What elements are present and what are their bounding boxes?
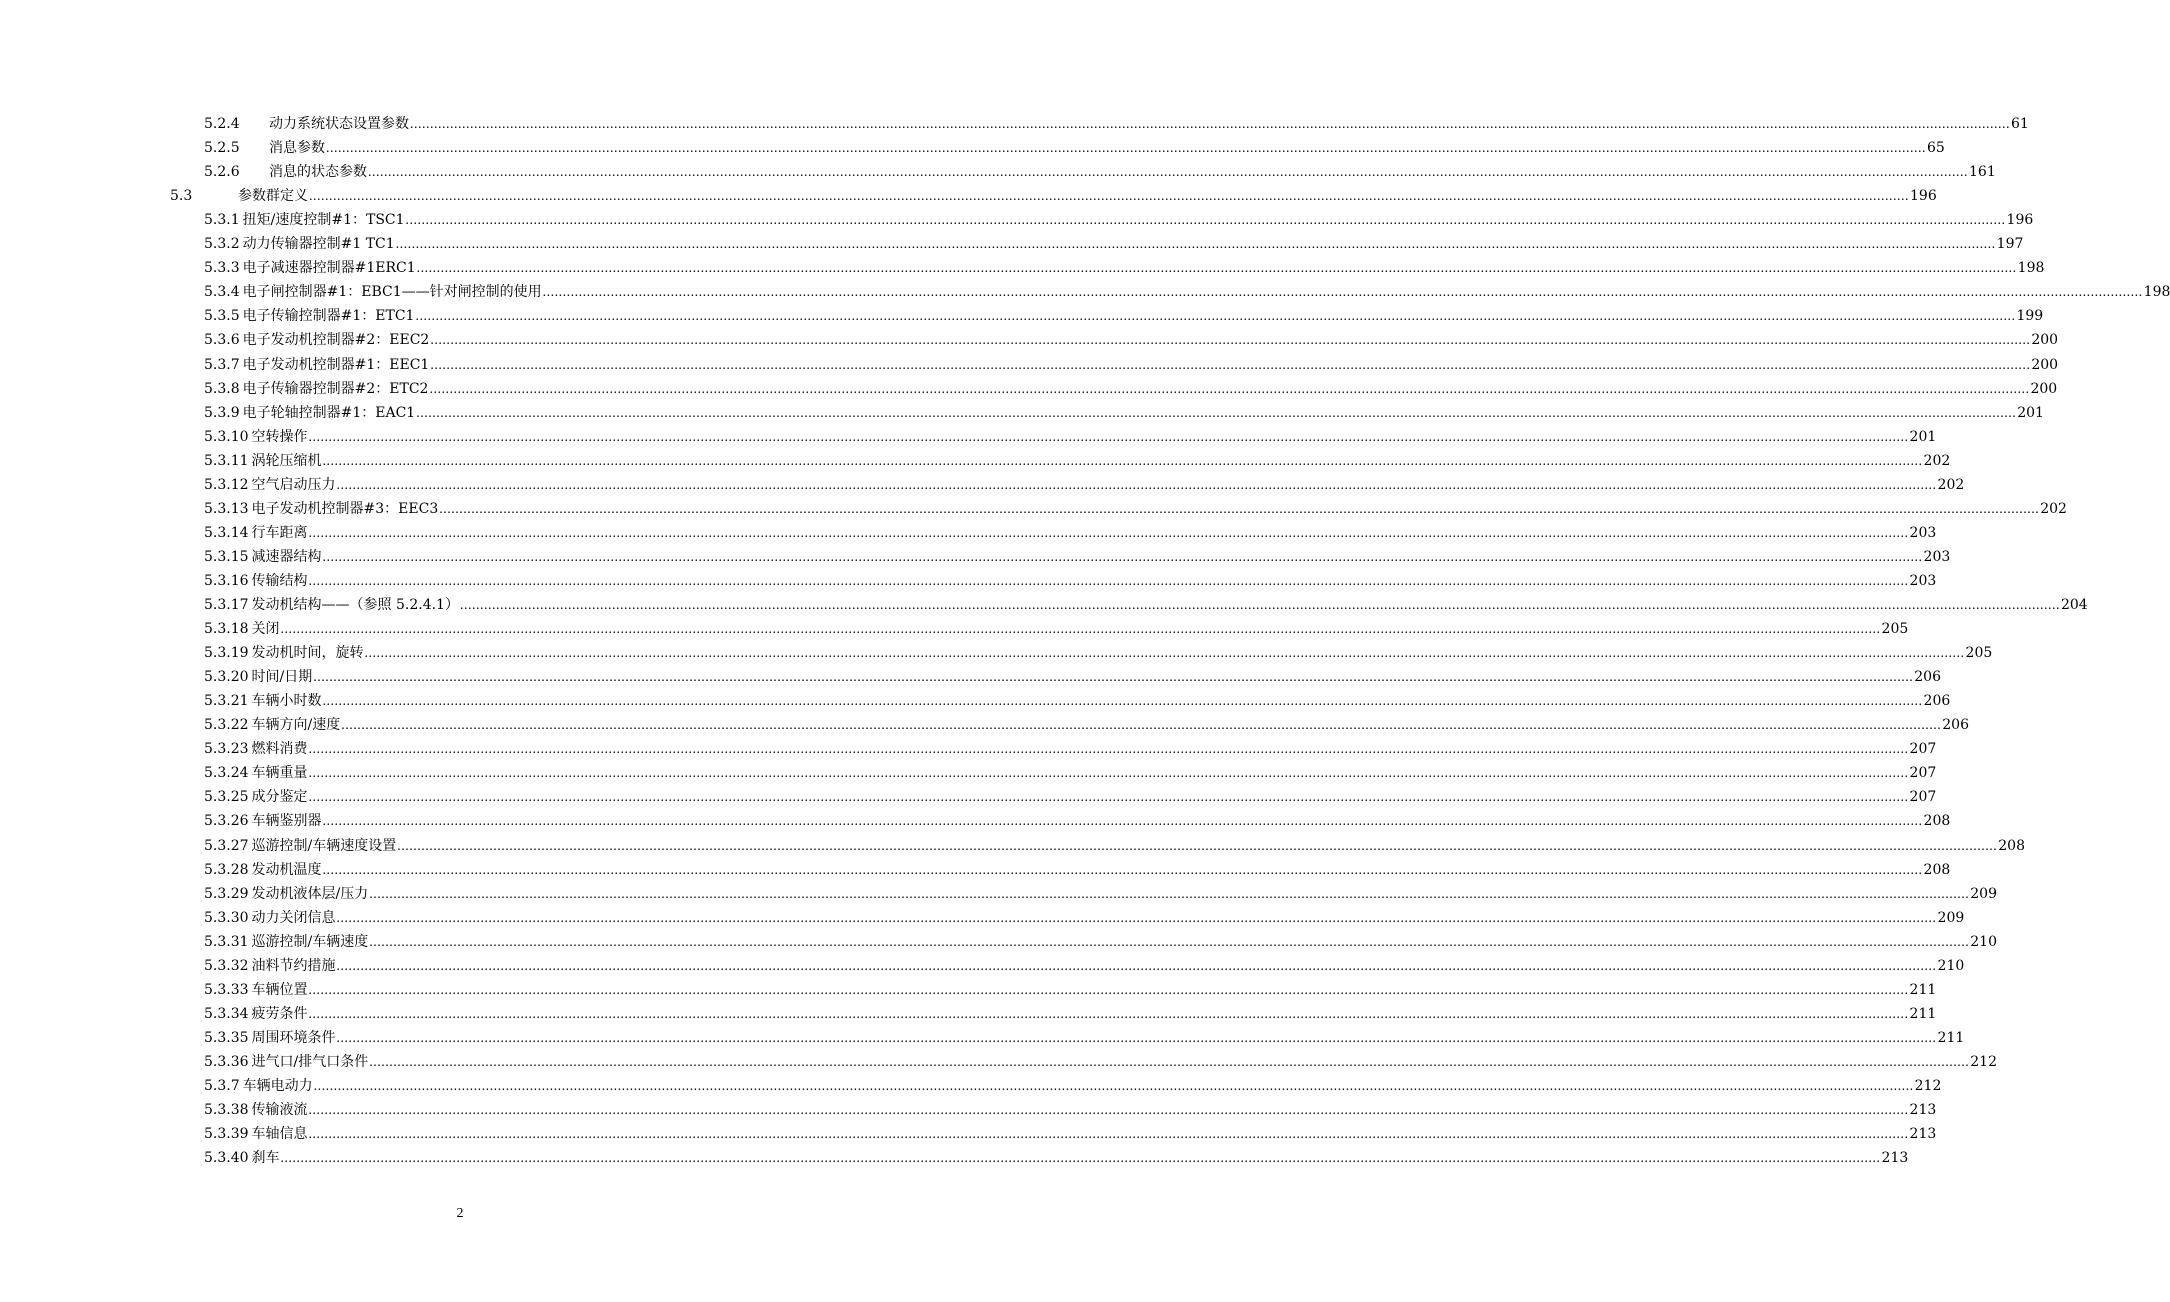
toc-dot-leader: ................................................................................................................................................................................................................................................................................................................................................................................................................ [322, 814, 1923, 830]
page-number: 2 [456, 1206, 464, 1221]
toc-entry[interactable] [204, 785, 1937, 809]
toc-entry-page: 210 [1937, 957, 1965, 974]
toc-entry-number: 5.3.33 [204, 981, 249, 998]
toc-dot-leader: ................................................................................................................................................................................................................................................................................................................................................................................................................ [429, 381, 2030, 397]
toc-entry-title: 车辆重量 [251, 765, 308, 782]
toc-entry-number: 5.3.2 [204, 236, 240, 253]
toc-entry-page: 197 [1996, 236, 2024, 253]
toc-entry-title: 车辆位置 [251, 981, 308, 998]
toc-entry[interactable] [204, 834, 2025, 858]
toc-entry-title: 电子传输器控制器#2：ETC2 [242, 380, 429, 397]
toc-entry-title: 参数群定义 [238, 188, 308, 205]
toc-dot-leader: ................................................................................................................................................................................................................................................................................................................................................................................................................ [326, 141, 1926, 157]
toc-entry-number: 5.3.6 [204, 332, 240, 349]
toc-entry[interactable] [204, 256, 2045, 280]
toc-entry-title: 传输液流 [251, 1102, 308, 1119]
toc-entry-title: 进气口/排气口条件 [251, 1053, 369, 1070]
toc-entry-title: 电子发动机控制器#3：EEC3 [251, 500, 439, 517]
toc-entry-number: 5.3.31 [204, 933, 249, 950]
toc-entry-page: 204 [2060, 597, 2088, 613]
toc-dot-leader: ................................................................................................................................................................................................................................................................................................................................................................................................................ [439, 501, 2040, 517]
toc-entry[interactable] [204, 809, 1951, 833]
toc-entry-page: 207 [1909, 789, 1937, 806]
toc-entry-title: 动力关闭信息 [251, 909, 336, 926]
toc-dot-leader: ................................................................................................................................................................................................................................................................................................................................................................................................................ [336, 910, 1937, 926]
toc-entry-page: 196 [2006, 212, 2034, 229]
toc-entry[interactable] [204, 713, 1969, 737]
toc-entry-number: 5.3.39 [204, 1126, 249, 1143]
toc-entry-page: 211 [1937, 1029, 1965, 1046]
toc-dot-leader: ................................................................................................................................................................................................................................................................................................................................................................................................................ [430, 333, 2031, 349]
toc-entry-title: 传输结构 [251, 572, 308, 589]
toc-entry-title: 发动机液体层/压力 [251, 885, 369, 902]
toc-dot-leader: ................................................................................................................................................................................................................................................................................................................................................................................................................ [280, 622, 1881, 638]
toc-entry-title: 涡轮压缩机 [251, 452, 322, 469]
toc-dot-leader: ................................................................................................................................................................................................................................................................................................................................................................................................................ [364, 646, 1965, 662]
toc-entry-page: 209 [1970, 885, 1997, 902]
toc-entry[interactable] [204, 1050, 1997, 1074]
toc-entry-number: 5.3.23 [204, 741, 249, 758]
toc-dot-leader: ................................................................................................................................................................................................................................................................................................................................................................................................................ [416, 261, 2017, 277]
toc-entry-page: 205 [1965, 645, 1993, 662]
toc-entry-number: 5.3.12 [204, 476, 249, 493]
toc-dot-leader: ................................................................................................................................................................................................................................................................................................................................................................................................................ [369, 886, 1970, 902]
toc-dot-leader: ................................................................................................................................................................................................................................................................................................................................................................................................................ [430, 357, 2031, 373]
toc-entry[interactable] [204, 665, 1941, 689]
toc-entry[interactable] [204, 353, 2059, 377]
toc-entry-title: 发动机温度 [251, 861, 322, 878]
toc-entry[interactable] [204, 954, 1965, 978]
toc-entry[interactable] [170, 184, 1937, 208]
toc-entry[interactable] [204, 1122, 1937, 1146]
toc-entry-page: 198 [2017, 260, 2045, 277]
toc-entry-number: 5.3.30 [204, 909, 249, 926]
toc-entry-number: 5.3.14 [204, 524, 249, 541]
toc-entry-number: 5.3.29 [204, 885, 249, 902]
toc-dot-leader: ................................................................................................................................................................................................................................................................................................................................................................................................................ [322, 549, 1923, 565]
toc-entry[interactable] [204, 641, 1993, 665]
toc-entry-number: 5.3.21 [204, 693, 249, 710]
toc-entry-number: 5.3.32 [204, 957, 249, 974]
toc-entry-title: 车辆鉴别器 [251, 813, 322, 830]
toc-entry-number: 5.3.38 [204, 1102, 249, 1119]
toc-entry-number: 5.3.5 [204, 308, 240, 325]
toc-dot-leader: ................................................................................................................................................................................................................................................................................................................................................................................................................ [395, 237, 1996, 253]
toc-dot-leader: ................................................................................................................................................................................................................................................................................................................................................................................................................ [322, 694, 1923, 710]
toc-entry-title: 扭矩/速度控制#1：TSC1 [242, 212, 405, 229]
toc-entry-page: 206 [1923, 693, 1951, 710]
toc-entry-title: 刹车 [251, 1150, 280, 1167]
toc-dot-leader: ................................................................................................................................................................................................................................................................................................................................................................................................................ [308, 766, 1909, 782]
toc-entry-title: 电子发动机控制器#2：EEC2 [242, 332, 430, 349]
toc-entry-page: 200 [2030, 380, 2058, 397]
toc-entry-page: 210 [1970, 933, 1997, 950]
toc-dot-leader: ................................................................................................................................................................................................................................................................................................................................................................................................................ [280, 1151, 1881, 1167]
toc-dot-leader: ................................................................................................................................................................................................................................................................................................................................................................................................................ [336, 958, 1937, 974]
toc-entry-page: 196 [1910, 188, 1937, 205]
toc-entry-page: 200 [2031, 332, 2059, 349]
toc-entry[interactable] [204, 1002, 1937, 1026]
toc-entry[interactable] [204, 1026, 1965, 1050]
toc-entry-number: 5.3.22 [204, 717, 249, 734]
toc-entry-page: 203 [1923, 548, 1951, 565]
toc-dot-leader: ................................................................................................................................................................................................................................................................................................................................................................................................................ [313, 670, 1914, 686]
toc-entry-page: 198 [2143, 284, 2170, 301]
toc-entry[interactable] [204, 136, 1945, 160]
toc-entry-page: 199 [2016, 308, 2044, 325]
toc-entry-page: 207 [1909, 765, 1937, 782]
toc-entry-title: 车辆电动力 [242, 1078, 313, 1094]
toc-entry[interactable] [204, 473, 1965, 497]
toc-dot-leader: ................................................................................................................................................................................................................................................................................................................................................................................................................ [308, 1127, 1909, 1143]
toc-dot-leader: ................................................................................................................................................................................................................................................................................................................................................................................................................ [322, 453, 1923, 469]
toc-entry[interactable] [204, 112, 2029, 136]
toc-entry[interactable] [204, 569, 1937, 593]
toc-dot-leader: ................................................................................................................................................................................................................................................................................................................................................................................................................ [341, 718, 1942, 734]
toc-entry-page: 61 [2011, 116, 2029, 132]
toc-entry-page: 200 [2031, 356, 2059, 373]
toc-entry-page: 212 [1914, 1078, 1942, 1094]
toc-entry-page: 203 [1909, 572, 1937, 589]
toc-entry-page: 202 [1937, 476, 1965, 493]
toc-entry-page: 203 [1909, 524, 1937, 541]
toc-entry[interactable] [204, 1146, 1909, 1170]
toc-dot-leader: ................................................................................................................................................................................................................................................................................................................................................................................................................ [542, 285, 2143, 301]
toc-entry-page: 201 [1909, 428, 1937, 445]
toc-entry[interactable] [204, 521, 1937, 545]
toc-dot-leader: ................................................................................................................................................................................................................................................................................................................................................................................................................ [308, 790, 1909, 806]
toc-entry[interactable] [204, 593, 2088, 617]
toc-entry-title: 发动机时间，旋转 [251, 645, 364, 662]
toc-dot-leader: ................................................................................................................................................................................................................................................................................................................................................................................................................ [322, 862, 1923, 878]
toc-entry-page: 206 [1914, 669, 1941, 686]
toc-entry-page: 208 [1923, 813, 1951, 830]
toc-entry-number: 5.3.9 [204, 404, 240, 421]
toc-entry[interactable] [204, 689, 1951, 713]
toc-entry[interactable] [204, 401, 2044, 425]
toc-entry-page: 212 [1970, 1053, 1997, 1070]
toc-dot-leader: ................................................................................................................................................................................................................................................................................................................................................................................................................ [308, 982, 1909, 998]
toc-dot-leader: ................................................................................................................................................................................................................................................................................................................................................................................................................ [308, 525, 1909, 541]
toc-dot-leader: ................................................................................................................................................................................................................................................................................................................................................................................................................ [368, 165, 1968, 181]
toc-entry-title: 车轴信息 [251, 1126, 308, 1143]
toc-entry[interactable] [204, 449, 1951, 473]
toc-entry-number: 5.3.16 [204, 572, 249, 589]
toc-entry-number: 5.3.28 [204, 861, 249, 878]
toc-entry[interactable] [204, 232, 2024, 256]
toc-entry[interactable] [204, 1098, 1937, 1122]
toc-entry[interactable] [204, 160, 1996, 184]
toc-entry[interactable] [204, 761, 1937, 785]
toc-entry-number: 5.2.5 [204, 140, 240, 157]
toc-entry-page: 201 [2017, 404, 2044, 421]
toc-dot-leader: ................................................................................................................................................................................................................................................................................................................................................................................................................ [308, 573, 1909, 589]
toc-entry-title: 消息的状态参数 [269, 164, 367, 181]
toc-dot-leader: ................................................................................................................................................................................................................................................................................................................................................................................................................ [336, 477, 1937, 493]
toc-dot-leader: ................................................................................................................................................................................................................................................................................................................................................................................................................ [416, 405, 2017, 421]
toc-entry[interactable] [204, 617, 1909, 641]
toc-entry[interactable] [204, 497, 2067, 521]
toc-entry-number: 5.2.6 [204, 164, 240, 181]
toc-dot-leader: ................................................................................................................................................................................................................................................................................................................................................................................................................ [308, 1006, 1909, 1022]
toc-entry-title: 电子传输控制器#1：ETC1 [242, 308, 415, 325]
toc-entry-page: 208 [1998, 837, 2025, 854]
toc-entry[interactable] [204, 304, 2044, 328]
toc-entry-number: 5.3.7 [204, 1078, 240, 1094]
toc-entry[interactable] [204, 930, 1997, 954]
toc-entry-page: 211 [1909, 1005, 1937, 1022]
toc-entry-title: 动力系统状态设置参数 [269, 116, 409, 132]
toc-entry-number: 5.3.26 [204, 813, 249, 830]
toc-entry-page: 208 [1923, 861, 1951, 878]
toc-entry[interactable] [204, 858, 1951, 882]
toc-entry-number: 5.3.24 [204, 765, 249, 782]
toc-entry[interactable] [204, 425, 1937, 449]
toc-entry-number: 5.2.4 [204, 116, 240, 132]
toc-entry-number: 5.3.1 [204, 212, 240, 229]
toc-entry[interactable] [204, 882, 1997, 906]
toc-entry-number: 5.3.3 [204, 260, 240, 277]
toc-entry-title: 消息参数 [269, 140, 325, 157]
toc-entry-title: 时间/日期 [251, 669, 313, 686]
toc-entry-page: 211 [1909, 981, 1937, 998]
toc-dot-leader: ................................................................................................................................................................................................................................................................................................................................................................................................................ [410, 117, 2010, 132]
toc-entry-title: 燃料消费 [251, 741, 308, 758]
toc-entry-title: 成分鉴定 [251, 789, 308, 806]
toc-entry[interactable] [204, 1074, 1942, 1098]
toc-entry-number: 5.3.25 [204, 789, 249, 806]
toc-entry-title: 车辆方向/速度 [251, 717, 341, 734]
toc-dot-leader: ................................................................................................................................................................................................................................................................................................................................................................................................................ [369, 934, 1970, 950]
toc-entry-number: 5.3.18 [204, 621, 249, 638]
toc-entry-number: 5.3.11 [204, 452, 249, 469]
toc-entry-title: 电子轮轴控制器#1：EAC1 [242, 404, 416, 421]
toc-entry-page: 209 [1937, 909, 1965, 926]
toc-dot-leader: ................................................................................................................................................................................................................................................................................................................................................................................................................ [397, 838, 1998, 854]
toc-entry-number: 5.3.27 [204, 837, 249, 854]
toc-entry-number: 5.3 [170, 188, 193, 205]
toc-entry-page: 213 [1909, 1126, 1937, 1143]
toc-entry-title: 电子闸控制器#1：EBC1——针对闸控制的使用 [242, 284, 542, 301]
toc-entry[interactable] [204, 545, 1951, 569]
toc-entry-page: 205 [1881, 621, 1909, 638]
toc-dot-leader: ................................................................................................................................................................................................................................................................................................................................................................................................................ [308, 429, 1909, 445]
toc-entry[interactable] [204, 280, 2170, 304]
toc-dot-leader: ................................................................................................................................................................................................................................................................................................................................................................................................................ [308, 742, 1909, 758]
toc-dot-leader: ................................................................................................................................................................................................................................................................................................................................................................................................................ [459, 598, 2060, 613]
toc-entry-page: 206 [1942, 717, 1969, 734]
toc-entry-number: 5.3.19 [204, 645, 249, 662]
toc-entry-page: 161 [1969, 164, 1996, 181]
toc-entry-title: 巡游控制/车辆速度 [251, 933, 369, 950]
toc-dot-leader: ................................................................................................................................................................................................................................................................................................................................................................................................................ [369, 1054, 1970, 1070]
toc-dot-leader: ................................................................................................................................................................................................................................................................................................................................................................................................................ [405, 213, 2006, 229]
toc-entry[interactable] [204, 328, 2059, 352]
toc-entry-title: 巡游控制/车辆速度设置 [251, 837, 397, 854]
toc-entry-title: 电子发动机控制器#1：EEC1 [242, 356, 430, 373]
toc-entry-page: 213 [1909, 1102, 1937, 1119]
toc-entry-page: 202 [1923, 452, 1951, 469]
toc-entry-title: 油料节约措施 [251, 957, 336, 974]
toc-entry-number: 5.3.13 [204, 500, 249, 517]
toc-entry[interactable] [204, 737, 1937, 761]
toc-entry[interactable] [204, 906, 1965, 930]
toc-dot-leader: ................................................................................................................................................................................................................................................................................................................................................................................................................ [313, 1079, 1914, 1094]
toc-entry-title: 疲劳条件 [251, 1005, 308, 1022]
toc-entry-page: 65 [1927, 140, 1945, 157]
toc-dot-leader: ................................................................................................................................................................................................................................................................................................................................................................................................................ [309, 189, 1909, 205]
toc-entry-title: 空气启动压力 [251, 476, 336, 493]
toc-entry-number: 5.3.40 [204, 1150, 249, 1167]
toc-entry-title: 行车距离 [251, 524, 308, 541]
toc-entry-number: 5.3.20 [204, 669, 249, 686]
toc-entry-title: 减速器结构 [251, 548, 322, 565]
toc-dot-leader: ................................................................................................................................................................................................................................................................................................................................................................................................................ [336, 1030, 1937, 1046]
toc-entry-title: 动力传输器控制#1 TC1 [242, 236, 395, 253]
toc-entry-number: 5.3.36 [204, 1053, 249, 1070]
toc-entry[interactable] [204, 377, 2058, 401]
toc-dot-leader: ................................................................................................................................................................................................................................................................................................................................................................................................................ [415, 309, 2016, 325]
toc-entry[interactable] [204, 978, 1937, 1002]
toc-entry-number: 5.3.34 [204, 1005, 249, 1022]
toc-entry-title: 关闭 [251, 621, 280, 638]
toc-entry-number: 5.3.15 [204, 548, 249, 565]
toc-dot-leader: ................................................................................................................................................................................................................................................................................................................................................................................................................ [308, 1103, 1909, 1119]
toc-entry-number: 5.3.10 [204, 428, 249, 445]
toc-entry-number: 5.3.35 [204, 1029, 249, 1046]
toc-entry-title: 空转操作 [251, 428, 308, 445]
toc-entry-title: 周围环境条件 [251, 1029, 336, 1046]
toc-entry-number: 5.3.8 [204, 380, 240, 397]
toc-entry-number: 5.3.4 [204, 284, 240, 301]
toc-entry-number: 5.3.7 [204, 356, 240, 373]
toc-entry[interactable] [204, 208, 2034, 232]
toc-entry-title: 车辆小时数 [251, 693, 322, 710]
toc-entry-page: 207 [1909, 741, 1937, 758]
toc-entry-page: 202 [2040, 500, 2067, 517]
toc-entry-title: 电子减速器控制器#1ERC1 [242, 260, 416, 277]
toc-entry-number: 5.3.17 [204, 597, 249, 613]
toc-entry-title: 发动机结构——（参照 5.2.4.1） [251, 597, 459, 613]
toc-entry-page: 213 [1881, 1150, 1909, 1167]
